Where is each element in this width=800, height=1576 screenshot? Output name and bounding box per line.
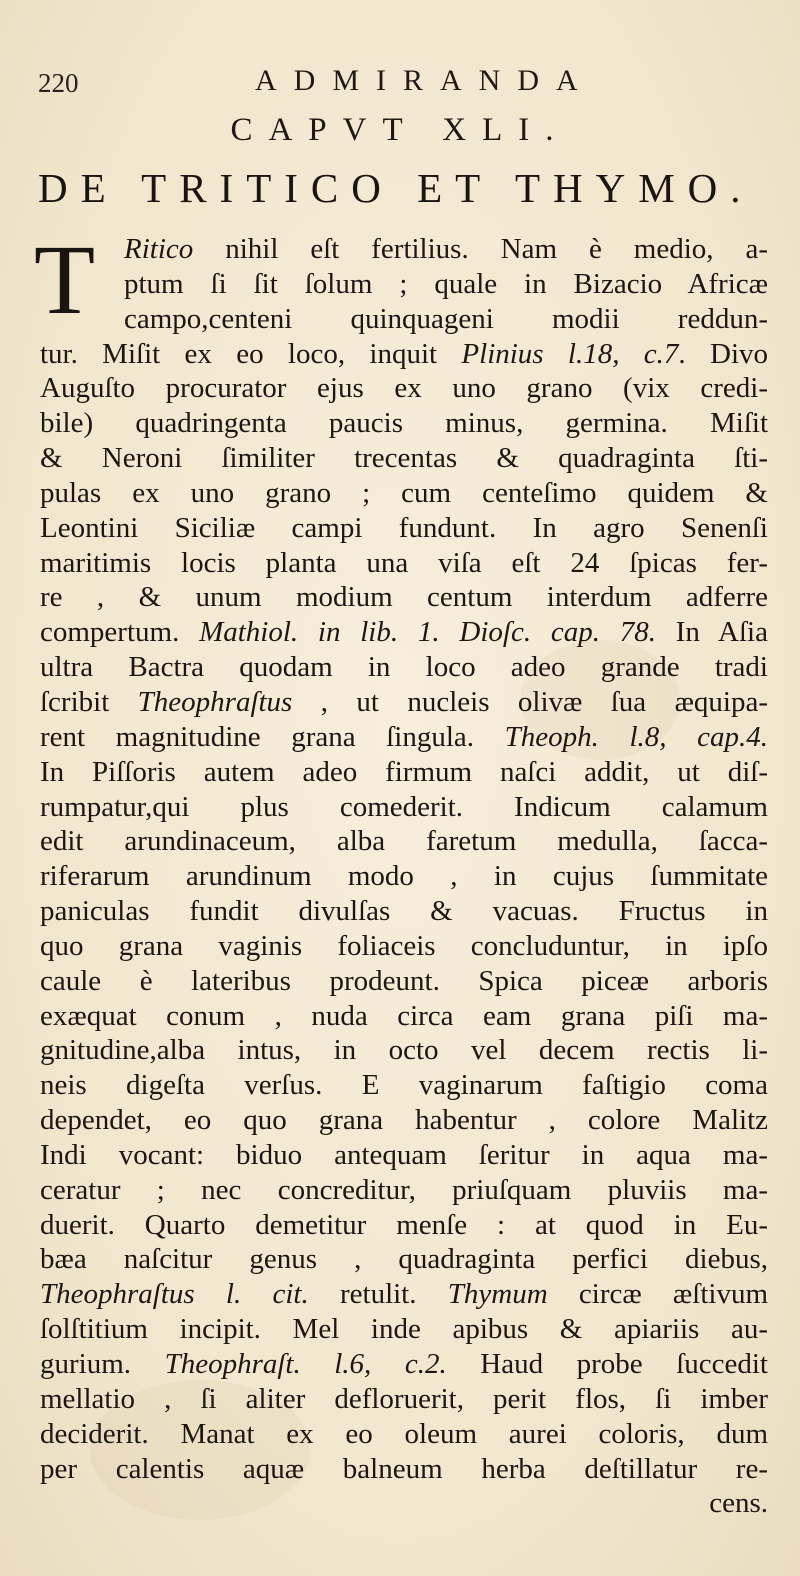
line-text: nihil eſt fertilius. Nam è medio, a- — [193, 233, 768, 265]
text-line — [40, 1208, 768, 1243]
line-text: dependet, eo quo grana habentur , colore Malitz — [40, 1104, 768, 1137]
text-line — [40, 1033, 768, 1068]
text-line — [40, 1347, 768, 1382]
text-line — [40, 685, 768, 720]
line-text: re , & unum modium centum interdum adferre — [40, 581, 768, 614]
text-line — [40, 1486, 768, 1521]
text-line — [40, 232, 768, 267]
line-text: Indi vocant: biduo antequam ſeritur in aqua ma- — [40, 1138, 768, 1171]
citation-text: Theophraſtus l. cit. — [40, 1278, 309, 1311]
text-line — [40, 580, 768, 615]
text-line — [40, 859, 768, 894]
text-line — [40, 1312, 768, 1347]
line-text: quo grana vaginis foliaceis concluduntur, in ipſo — [40, 929, 768, 962]
line-text: & Neroni ſimiliter trecentas & quadraginta ſti- — [40, 442, 768, 475]
text-line — [40, 824, 768, 859]
line-text: bile) quadringenta paucis minus, germina. Miſit — [40, 407, 768, 440]
line-text: ſolſtitium incipit. Mel inde apibus & apiariis au- — [40, 1313, 768, 1346]
line-text: pulas ex uno grano ; cum centeſimo quidem & — [40, 476, 768, 509]
citation-text: Mathiol. in lib. 1. Dioſc. cap. 78. — [199, 616, 656, 649]
citation-text: Plinius l.18, c.7 — [461, 337, 679, 370]
text-line — [40, 1103, 768, 1138]
line-text: In Aſia — [655, 616, 768, 649]
line-text: mellatio , ſi aliter defloruerit, perit flos, ſi imber — [40, 1382, 768, 1415]
text-line — [40, 406, 768, 441]
text-line — [40, 371, 768, 406]
text-line — [40, 999, 768, 1034]
text-line — [40, 511, 768, 546]
chapter-title: DE TRITICO ET THYMO. — [38, 165, 754, 211]
running-head: ADMIRANDA — [255, 64, 595, 97]
text-line — [40, 1242, 768, 1277]
text-line — [40, 650, 768, 685]
text-line — [40, 1452, 768, 1487]
text-line — [40, 302, 768, 337]
line-text: gurium. — [40, 1348, 165, 1380]
line-text: duerit. Quarto demetitur menſe : at quod in Eu- — [40, 1208, 768, 1241]
line-text: compertum. — [40, 616, 200, 649]
line-text: Auguſto procurator ejus ex uno grano (vix credi- — [40, 372, 768, 405]
line-text: retulit. — [308, 1278, 448, 1311]
line-text: ultra Bactra quodam in loco adeo grande tradi — [40, 651, 768, 684]
line-text: , ut nucleis olivæ ſua æquipa- — [292, 685, 768, 718]
citation-text: Ritico — [124, 233, 194, 265]
line-text: tur. Miſit ex eo loco, inquit — [40, 337, 462, 370]
text-line — [40, 1068, 768, 1103]
line-text: bæa naſcitur genus , quadraginta perfici diebus, — [40, 1243, 768, 1276]
citation-text: Theophraſt. l.6, c.2. — [164, 1348, 447, 1380]
line-text: ſcribit — [40, 685, 138, 718]
text-line — [40, 755, 768, 790]
line-text: campo,centeni quinquageni modii reddun- — [124, 302, 768, 335]
text-line — [40, 720, 768, 755]
text-line — [40, 1382, 768, 1417]
page-number: 220 — [38, 68, 79, 98]
text-line — [40, 476, 768, 511]
line-text: rumpatur,qui plus comederit. Indicum calamum — [40, 790, 768, 823]
line-text: caule è lateribus prodeunt. Spica piceæ arboris — [40, 964, 768, 997]
line-text: riferarum arundinum modo , in cujus ſummitate — [40, 860, 768, 893]
line-text: cens. — [709, 1487, 768, 1520]
line-text: neis digeſta verſus. E vaginarum faſtigio coma — [40, 1069, 768, 1102]
citation-text: Theoph. l.8, cap.4. — [504, 720, 768, 753]
text-line — [40, 790, 768, 825]
drop-cap: T — [34, 224, 96, 335]
text-line — [40, 615, 768, 650]
text-line — [40, 929, 768, 964]
line-text: . Divo — [678, 337, 768, 370]
text-line — [40, 1277, 768, 1312]
page-header — [0, 62, 800, 102]
text-line — [40, 337, 768, 372]
text-line — [40, 1173, 768, 1208]
line-text: per calentis aquæ balneum herba deſtillatur re- — [40, 1452, 768, 1485]
line-text: In Piſſoris autem adeo firmum naſci addit, ut diſ- — [40, 755, 768, 788]
line-text: rent magnitudine grana ſingula. — [40, 720, 505, 753]
line-text: Haud probe ſuccedit — [446, 1348, 768, 1380]
line-text: deciderit. Manat ex eo oleum aurei coloris, dum — [40, 1417, 768, 1450]
text-line — [40, 1138, 768, 1173]
line-text: exæquat conum , nuda circa eam grana piſi ma- — [40, 999, 768, 1032]
citation-text: Thymum — [447, 1278, 548, 1311]
line-text: maritimis locis planta una viſa eſt 24 ſpicas fer- — [40, 546, 768, 579]
line-text: gnitudine,alba intus, in octo vel decem rectis li- — [40, 1034, 768, 1067]
text-line — [40, 894, 768, 929]
text-line — [40, 1417, 768, 1452]
line-text: ptum ſi ſit ſolum ; quale in Bizacio Africæ — [124, 267, 768, 300]
text-line — [40, 546, 768, 581]
citation-text: Theophraſtus — [137, 685, 293, 718]
text-line — [40, 964, 768, 999]
line-text: circæ æſtivum — [547, 1278, 769, 1311]
line-text: Leontini Siciliæ campi fundunt. In agro Senenſi — [40, 511, 768, 544]
text-line — [40, 441, 768, 476]
chapter-label: CAPVT XLI. — [230, 112, 570, 148]
body-text — [34, 224, 769, 1521]
line-text: edit arundinaceum, alba faretum medulla, ſacca- — [40, 825, 768, 858]
text-line — [40, 267, 768, 302]
line-text: paniculas fundit divulſas & vacuas. Fructus in — [40, 895, 768, 928]
line-text: ceratur ; nec concreditur, priuſquam pluviis ma- — [40, 1173, 768, 1206]
